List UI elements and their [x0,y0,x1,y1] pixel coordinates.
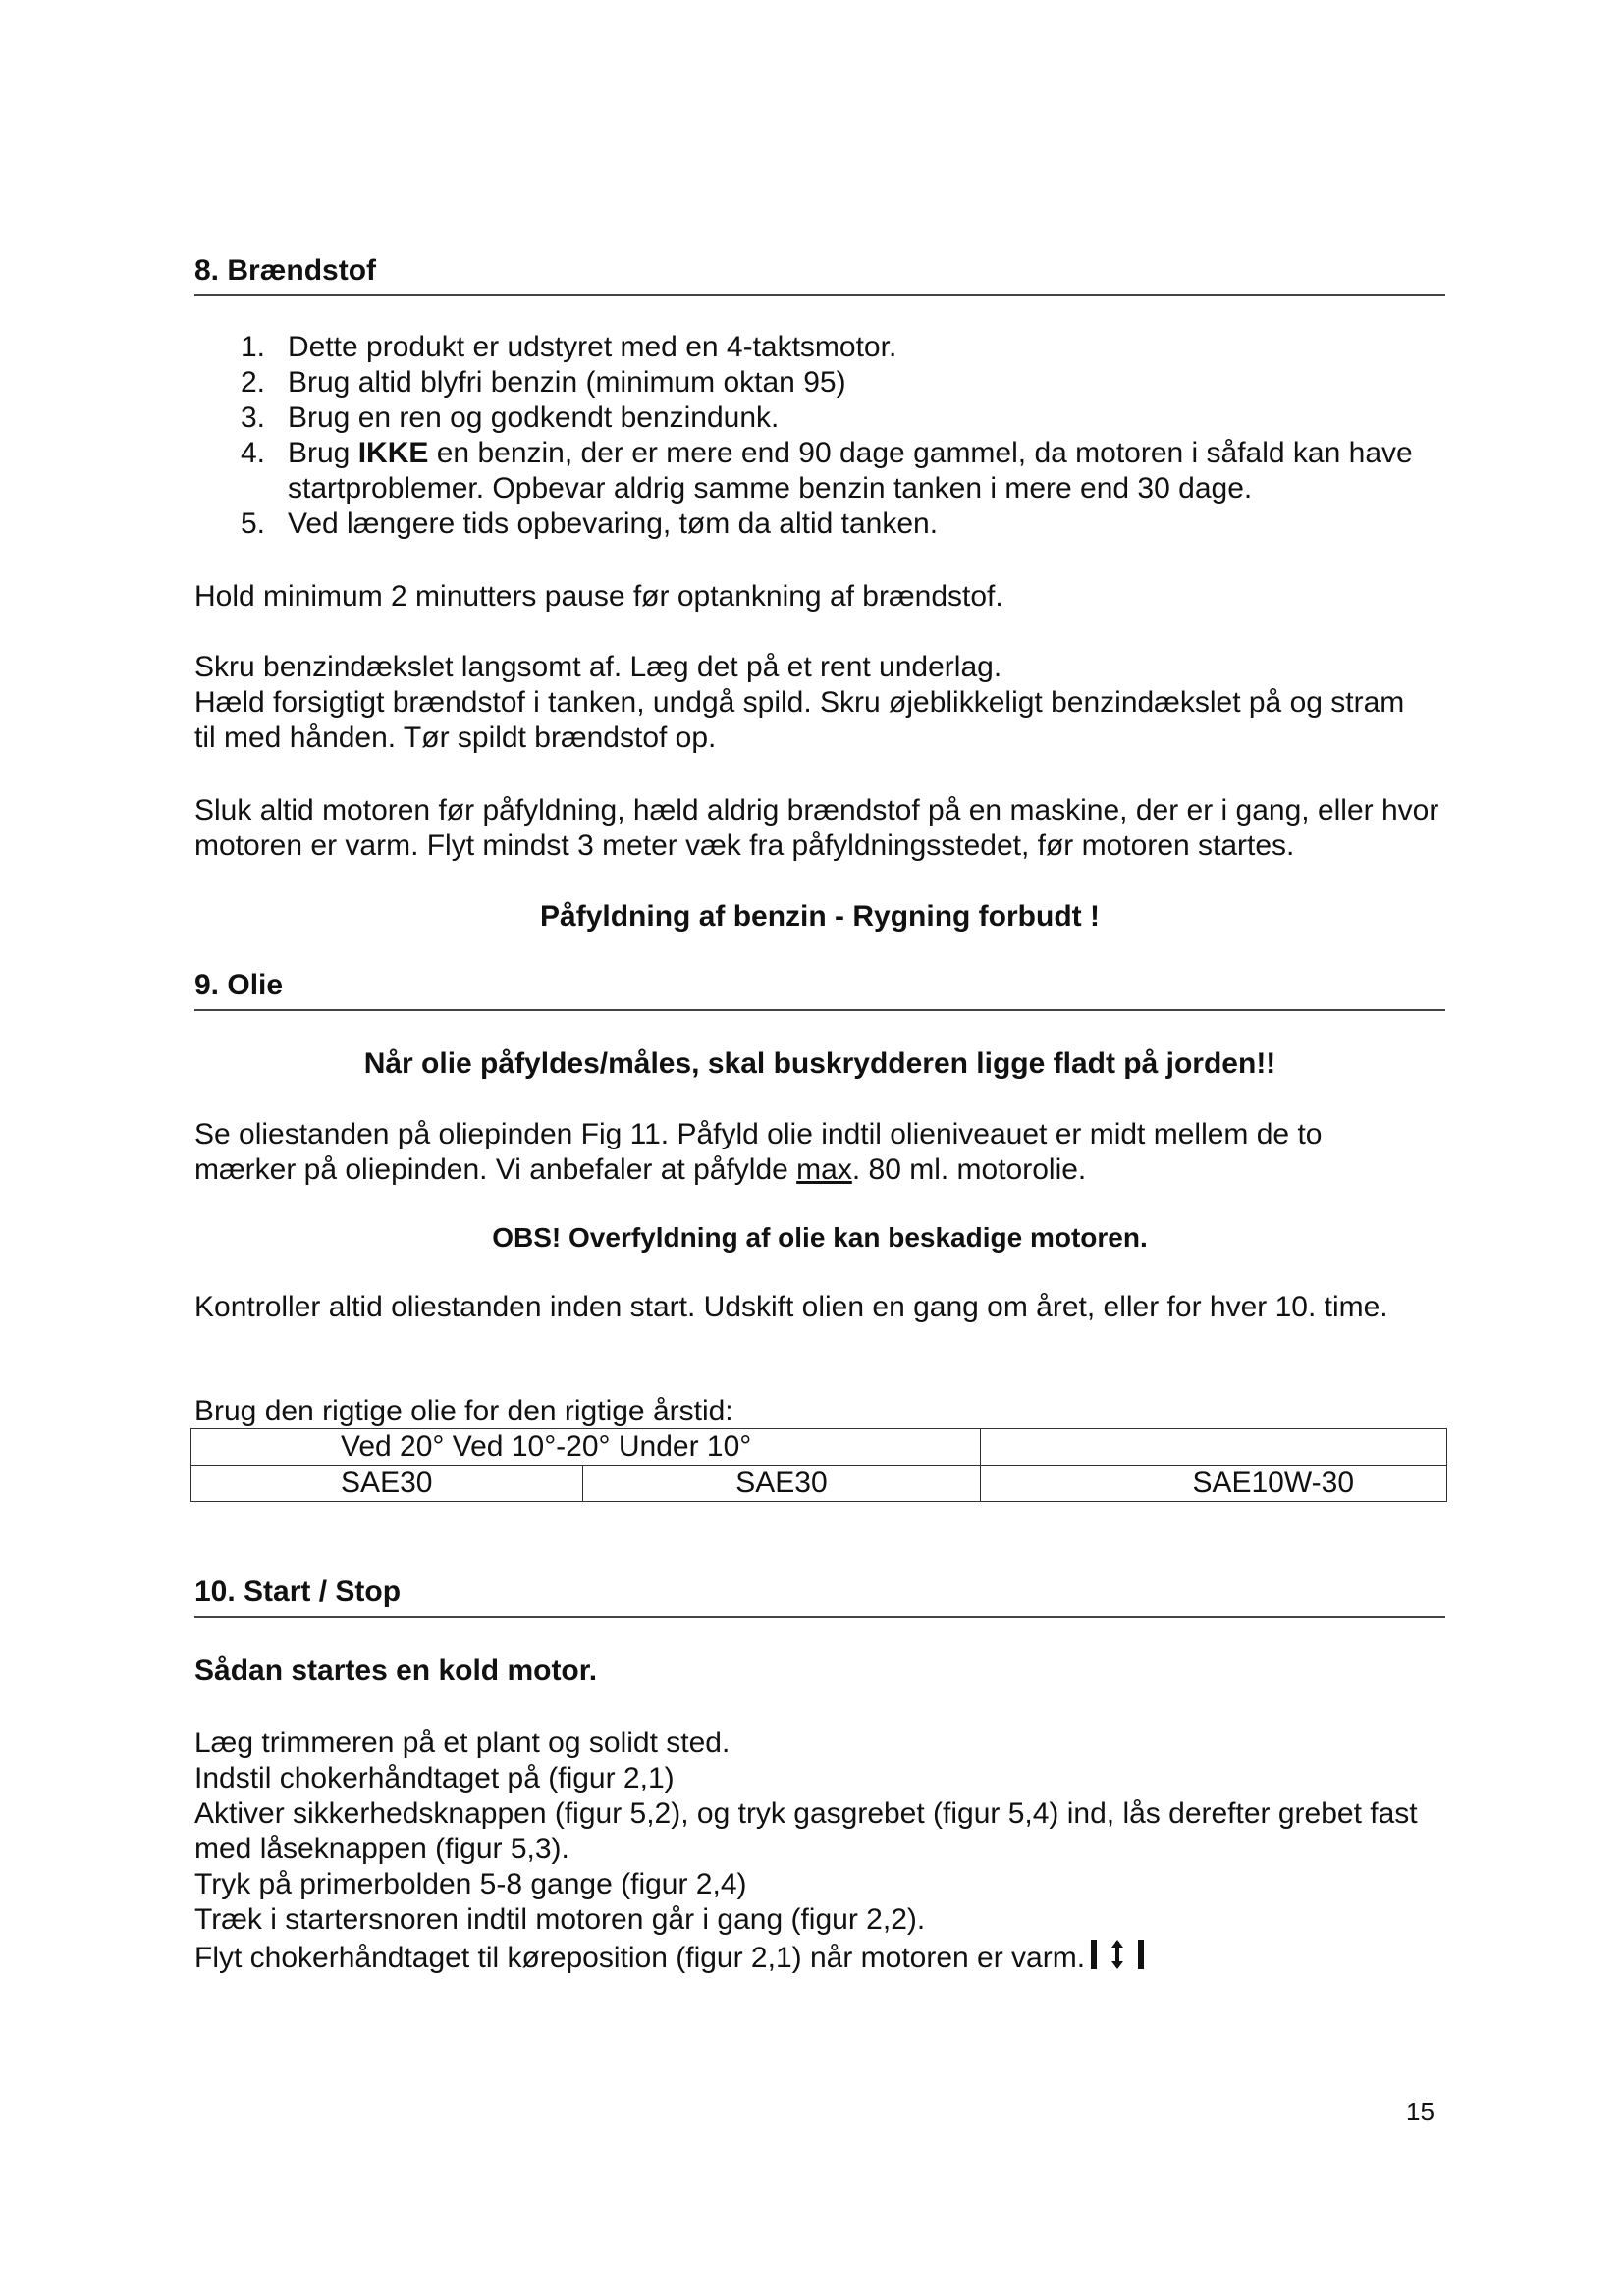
start-step: Træk i startersnoren indtil motoren går i gang (figur 2,2). [194,1903,926,1936]
section-heading-start-stop: 10. Start / Stop [194,1575,1445,1618]
table-header-cell-empty [981,1429,1447,1466]
start-step-final: Flyt chokerhåndtaget til køreposition (figur 2,1) når motoren er varm. [194,1938,1471,1980]
table-row [191,1429,1447,1466]
start-step: Indstil chokerhåndtaget på (figur 2,1) [194,1762,675,1794]
choke-run-position-icon [1089,1938,1146,1980]
oil-level-warning: Når olie påfyldes/måles, skal buskrydderen ligge fladt på jorden!! [363,1047,1276,1080]
list-item: 2. Brug altid blyfri benzin (minimum oktan 95) [241,366,846,399]
page-number: 15 [1406,2097,1435,2126]
list-item: 1. Dette produkt er udstyret med en 4-taktsmotor. [241,331,897,363]
oil-season-table [190,1428,1447,1502]
cold-start-subheading: Sådan startes en kold motor. [194,1654,598,1686]
overfill-warning: OBS! Overfyldning af olie kan beskadige motoren. [492,1222,1148,1253]
start-step: Læg trimmeren på et plant og solidt sted. [194,1727,731,1759]
fill-paragraph-line2: Hæld forsigtigt brændstof i tanken, undgå spild. Skru øjeblikkeligt benzindækslet på og stram til med hånden. Tør spildt brændstof op. [194,686,1405,754]
section-heading-oil: 9. Olie [194,968,1445,1011]
fuel-instructions-list [241,330,1448,542]
start-step: Aktiver sikkerhedsknappen (figur 5,2), og tryk gasgrebet (figur 5,4) ind, lås derefter grebet fast med låseknappen (figur 5,3). [194,1797,1418,1865]
section-heading-fuel: 8. Brændstof [194,253,1445,296]
table-cell: SAE30 [191,1466,583,1502]
oil-check-paragraph: Kontroller altid oliestanden inden start. Udskift olien en gang om året, eller for hver 10. time. [194,1291,1388,1323]
table-header-cell: Ved 20° Ved 10°-20° Under 10° [191,1429,981,1466]
table-cell: SAE10W-30 [981,1466,1447,1502]
emphasis-ikke: IKKE [357,437,429,469]
list-item: 3. Brug en ren og godkendt benzindunk. [241,401,780,434]
dipstick-paragraph: Se oliestanden på oliepinden Fig 11. Påfyld olie indtil olieniveauet er midt mellem de to mærker på oliepinden. Vi anbefaler at påfylde max. 80 ml. motorolie. [194,1118,1323,1186]
no-smoking-warning: Påfyldning af benzin - Rygning forbudt ! [540,900,1100,933]
list-item: 4. Brug IKKE en benzin, der er mere end 90 dage gammel, da motoren i såfald kan have startproblemer. Opbevar aldrig samme benzin tanken i mere end 30 dage. [241,437,1413,505]
list-item: 5. Ved længere tids opbevaring, tøm da altid tanken. [241,507,939,540]
table-row [191,1466,1447,1502]
safety-paragraph: Sluk altid motoren før påfyldning, hæld aldrig brændstof på en maskine, der er i gang, eller hvor motoren er varm. Flyt mindst 3 meter væk fra påfyldningsstedet, før motoren startes. [194,794,1439,862]
table-cell: SAE30 [582,1466,981,1502]
oil-table-intro: Brug den rigtige olie for den rigtige årstid: [194,1395,733,1427]
pause-paragraph: Hold minimum 2 minutters pause før optankning af brændstof. [194,580,1003,613]
start-step: Tryk på primerbolden 5-8 gange (figur 2,4) [194,1868,747,1900]
fill-paragraph-line1: Skru benzindækslet langsomt af. Læg det på et rent underlag. [194,651,1002,683]
